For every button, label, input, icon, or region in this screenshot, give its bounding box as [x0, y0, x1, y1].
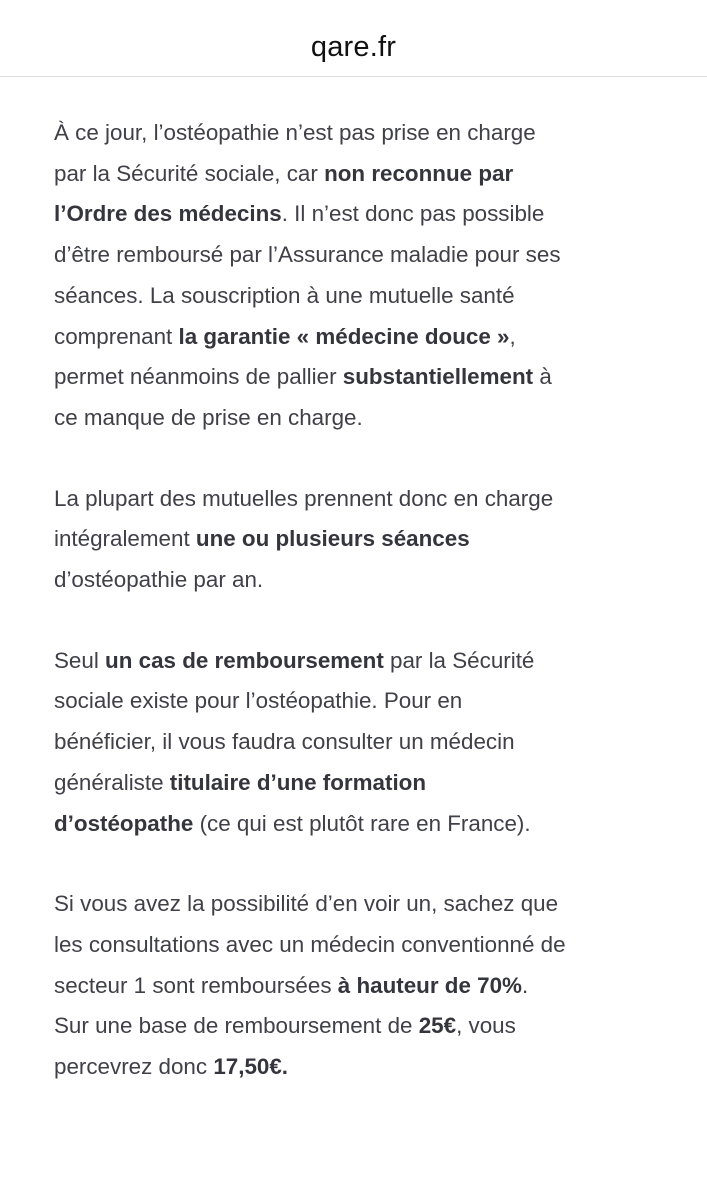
text-line: À ce jour, l’ostéopathie n’est pas prise en charge: [54, 120, 536, 145]
paragraph-not-covered: [54, 113, 674, 439]
site-domain: qare.fr: [310, 31, 397, 63]
text-line: d’ostéopathe (ce qui est plutôt rare en France).: [54, 810, 531, 836]
paragraph-rates: [54, 884, 674, 1088]
text-line: ce manque de prise en charge.: [54, 404, 363, 430]
text-line: séances. La souscription à une mutuelle santé: [54, 282, 515, 308]
text-line: généraliste titulaire d’une formation: [54, 769, 427, 795]
bold-text: titulaire d’une formation: [169, 769, 427, 795]
text-line: d’être remboursé par l’Assurance maladie pour ses: [54, 242, 561, 268]
bold-text: d’ostéopathe: [54, 810, 194, 836]
bold-text: 25€: [418, 1013, 457, 1039]
bold-text: un cas de remboursement: [105, 647, 384, 673]
text-line: percevrez donc 17,50€.: [54, 1054, 289, 1080]
text-line: sociale existe pour l’ostéopathie. Pour en: [54, 688, 463, 714]
text-line: Sur une base de remboursement de 25€, vous: [54, 1013, 516, 1039]
text-line: bénéficier, il vous faudra consulter un médecin: [54, 729, 515, 755]
text-line: secteur 1 sont remboursées à hauteur de 70%.: [54, 972, 529, 998]
text-line: La plupart des mutuelles prennent donc en charge: [54, 485, 554, 511]
article-body: [54, 113, 674, 1128]
text-line: permet néanmoins de pallier substantiellement à: [54, 364, 552, 390]
browser-address-bar[interactable]: [0, 0, 707, 77]
text-line: d’ostéopathie par an.: [54, 567, 264, 593]
bold-text: la garantie « médecine douce »: [178, 323, 510, 349]
text-line: intégralement une ou plusieurs séances: [54, 526, 470, 552]
bold-text: l’Ordre des médecins: [54, 201, 282, 227]
text-line: comprenant la garantie « médecine douce »,: [54, 323, 516, 349]
bold-text: non reconnue par: [324, 160, 514, 186]
text-line: l’Ordre des médecins. Il n’est donc pas possible: [54, 201, 545, 227]
bold-text: une ou plusieurs séances: [195, 526, 470, 552]
bold-text: 17,50€.: [213, 1054, 289, 1080]
paragraph-reimbursement-case: [54, 641, 674, 845]
text-line: par la Sécurité sociale, car non reconnue par: [54, 160, 514, 186]
text-line: Si vous avez la possibilité d’en voir un, sachez que: [54, 891, 559, 917]
text-line: Seul un cas de remboursement par la Sécurité: [54, 647, 535, 673]
bold-text: substantiellement: [342, 364, 534, 390]
text-line: les consultations avec un médecin conventionné de: [54, 931, 566, 957]
paragraph-mutuelles: [54, 479, 674, 601]
bold-text: à hauteur de 70%: [337, 972, 522, 998]
